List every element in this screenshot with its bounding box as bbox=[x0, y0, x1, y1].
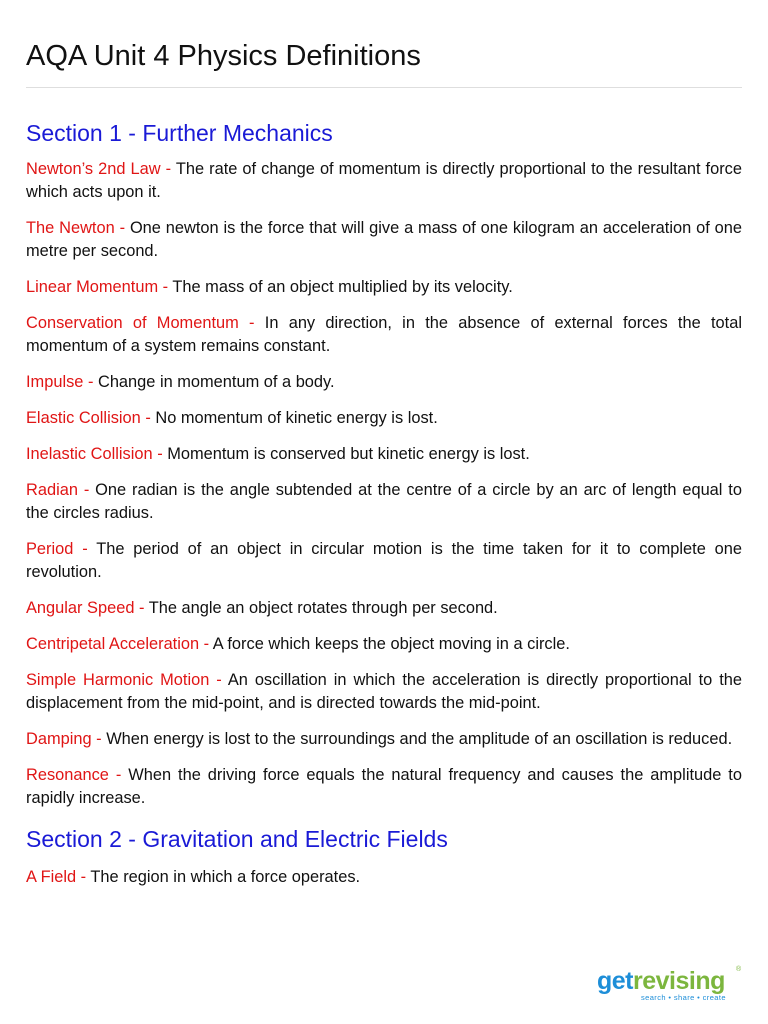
definition-term: A Field - bbox=[26, 868, 91, 886]
definition-term: Centripetal Acceleration - bbox=[26, 635, 213, 653]
definition-elastic-collision bbox=[26, 407, 742, 430]
definition-text: Momentum is conserved but kinetic energy is lost. bbox=[167, 445, 530, 463]
definition-damping bbox=[26, 728, 742, 751]
definition-text: The mass of an object multiplied by its velocity. bbox=[172, 278, 513, 296]
definition-term: Elastic Collision - bbox=[26, 409, 156, 427]
definition-conservation-of-momentum bbox=[26, 312, 742, 358]
logo-wordmark: getrevising bbox=[597, 967, 725, 995]
definition-text: One radian is the angle subtended at the centre of a circle by an arc of length equal to the circles radius. bbox=[26, 481, 742, 522]
definition-radian bbox=[26, 479, 742, 525]
definition-term: Newton’s 2nd Law - bbox=[26, 160, 176, 178]
definition-inelastic-collision bbox=[26, 443, 742, 466]
definition-term: Inelastic Collision - bbox=[26, 445, 168, 463]
definition-text: One newton is the force that will give a mass of one kilogram an acceleration of one metre per second. bbox=[26, 219, 742, 260]
logo-tagline: search • share • create bbox=[641, 993, 726, 1002]
definition-term: Conservation of Momentum - bbox=[26, 314, 265, 332]
definition-text: The angle an object rotates through per second. bbox=[148, 599, 498, 617]
definition-linear-momentum bbox=[26, 276, 742, 299]
definition-text: A force which keeps the object moving in a circle. bbox=[212, 635, 570, 653]
definition-term: Linear Momentum - bbox=[26, 278, 173, 296]
definition-text: The rate of change of momentum is directly proportional to the resultant force which acts upon it. bbox=[26, 160, 742, 201]
definition-simple-harmonic-motion bbox=[26, 669, 742, 715]
definition-centripetal-acceleration bbox=[26, 633, 742, 656]
definition-term: Impulse - bbox=[26, 373, 98, 391]
definition-text: The region in which a force operates. bbox=[90, 868, 361, 886]
title-divider bbox=[26, 87, 742, 88]
definition-text: No momentum of kinetic energy is lost. bbox=[155, 409, 438, 427]
definition-term: Period - bbox=[26, 540, 97, 558]
getrevising-logo bbox=[597, 966, 747, 1016]
section-1-definitions bbox=[26, 158, 742, 810]
document-page bbox=[26, 0, 742, 902]
definition-the-newton bbox=[26, 217, 742, 263]
logo-registered-mark: ® bbox=[736, 966, 742, 973]
definition-term: Radian - bbox=[26, 481, 96, 499]
definition-term: Resonance - bbox=[26, 766, 129, 784]
definition-text: When the driving force equals the natural frequency and causes the amplitude to rapidly increase. bbox=[26, 766, 742, 807]
definition-term: Simple Harmonic Motion - bbox=[26, 671, 228, 689]
definition-text: When energy is lost to the surroundings and the amplitude of an oscillation is reduced. bbox=[106, 730, 733, 748]
definition-term: Angular Speed - bbox=[26, 599, 149, 617]
definition-impulse bbox=[26, 371, 742, 394]
definition-term: The Newton - bbox=[26, 219, 130, 237]
definition-a-field bbox=[26, 866, 742, 889]
section-1-heading: Section 1 - Further Mechanics bbox=[26, 120, 333, 146]
section-2-definitions bbox=[26, 866, 742, 889]
definition-text: An oscillation in which the acceleration is directly proportional to the displacement from the mid-point, and is directed towards the mid-point. bbox=[26, 671, 742, 712]
definition-resonance bbox=[26, 764, 742, 810]
definition-term: Damping - bbox=[26, 730, 107, 748]
definition-text: The period of an object in circular motion is the time taken for it to complete one revolution. bbox=[26, 540, 742, 581]
document-title: AQA Unit 4 Physics Definitions bbox=[26, 40, 421, 72]
definition-angular-speed bbox=[26, 597, 742, 620]
section-2-heading: Section 2 - Gravitation and Electric Fields bbox=[26, 826, 448, 852]
definition-period bbox=[26, 538, 742, 584]
definition-text: Change in momentum of a body. bbox=[97, 373, 335, 391]
definition-newtons-2nd-law bbox=[26, 158, 742, 204]
definition-text: In any direction, in the absence of external forces the total momentum of a system remains constant. bbox=[26, 314, 742, 355]
